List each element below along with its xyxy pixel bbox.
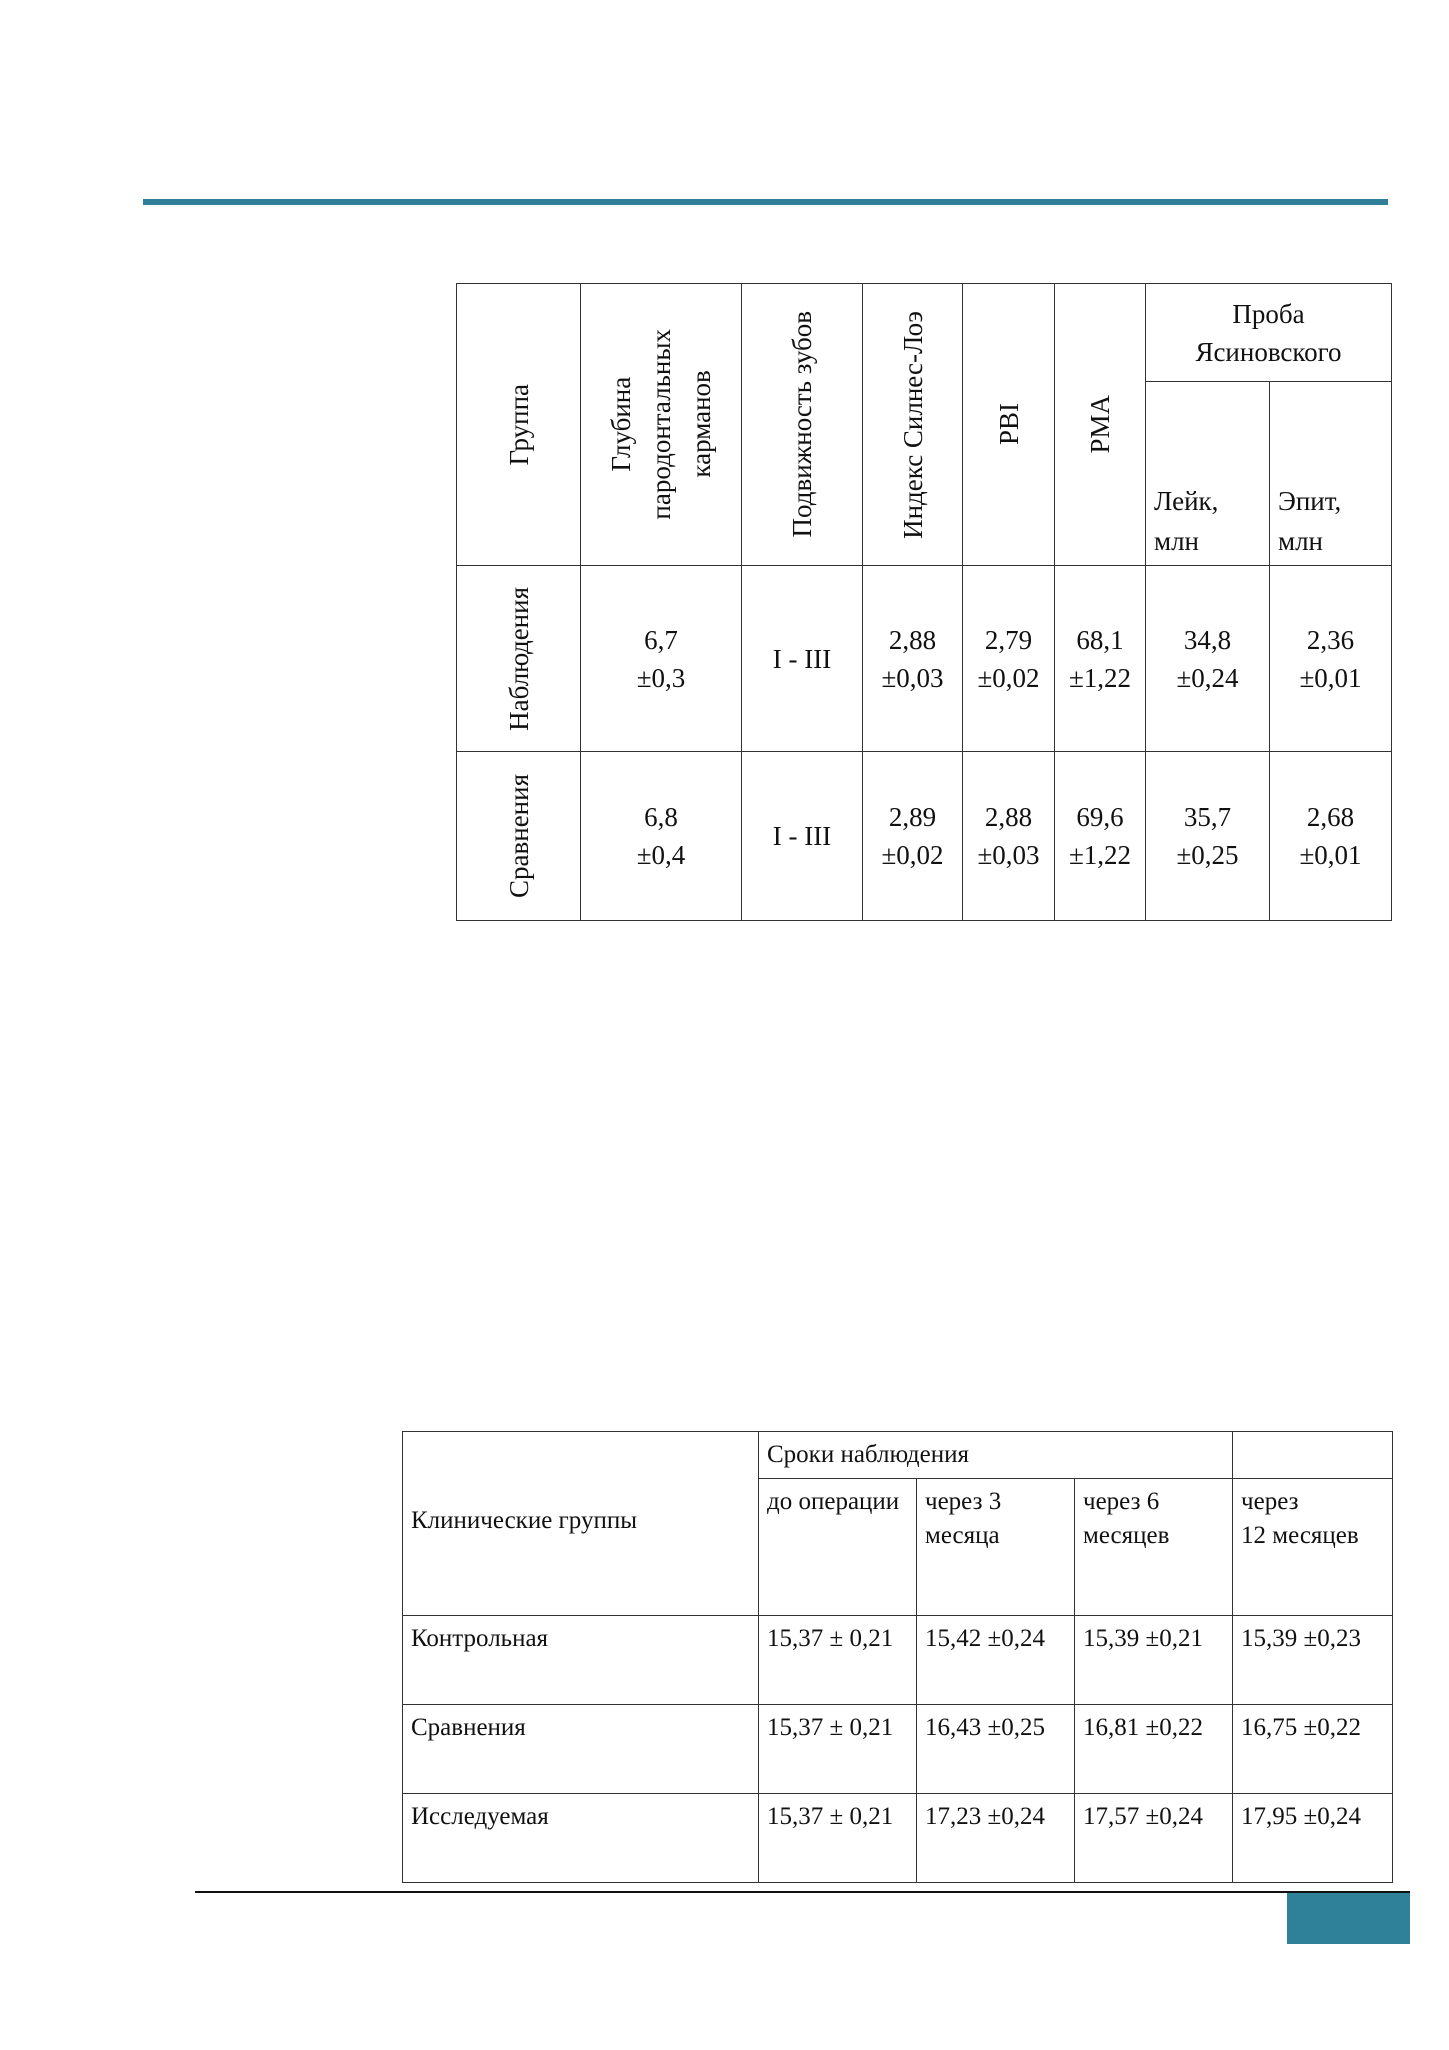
cell-mobility: I - III: [742, 752, 863, 921]
cell-pma: 68,1 ±1,22: [1055, 566, 1146, 752]
header-silness-loe: Индекс Силнес-Лоэ: [863, 284, 963, 566]
periodontal-indices-table: [456, 283, 1392, 921]
header-pma: PMA: [1055, 284, 1146, 566]
observation-period-table: [402, 1431, 1393, 1883]
header-mobility: Подвижность зубов: [742, 284, 863, 566]
cell-leuk: 35,7 ±0,25: [1146, 752, 1270, 921]
table-row: [403, 1616, 1393, 1705]
header-leuk: Лейк, млн: [1146, 382, 1270, 566]
cell-leuk: 34,8 ±0,24: [1146, 566, 1270, 752]
cell-value: 17,95 ±0,24: [1233, 1794, 1393, 1883]
cell-value: 15,37 ± 0,21: [759, 1794, 917, 1883]
cell-epit: 2,36 ±0,01: [1270, 566, 1392, 752]
cell-value: 16,81 ±0,22: [1075, 1705, 1233, 1794]
cell-pocket-depth: 6,8 ±0,4: [581, 752, 742, 921]
cell-value: 16,75 ±0,22: [1233, 1705, 1393, 1794]
cell-pocket-depth: 6,7 ±0,3: [581, 566, 742, 752]
cell-value: 17,23 ±0,24: [917, 1794, 1075, 1883]
cell-pbi: 2,88 ±0,03: [963, 752, 1055, 921]
table-row: [403, 1705, 1393, 1794]
cell-epit: 2,68 ±0,01: [1270, 752, 1392, 921]
header-rule: [143, 199, 1388, 205]
cell-pma: 69,6 ±1,22: [1055, 752, 1146, 921]
table-row: [457, 752, 1392, 921]
header-pocket-depth: Глубина пародонтальных карманов: [581, 284, 742, 566]
header-after-6-months: через 6 месяцев: [1075, 1479, 1233, 1616]
header-pbi: PBI: [963, 284, 1055, 566]
row-group-label: Контрольная: [403, 1616, 759, 1705]
header-epit: Эпит, млн: [1270, 382, 1392, 566]
header-empty-cell: [1233, 1432, 1393, 1479]
footer-rule: [195, 1891, 1410, 1893]
row-group-label: Сравнения: [457, 752, 581, 921]
cell-pbi: 2,79 ±0,02: [963, 566, 1055, 752]
header-before-surgery: до операции: [759, 1479, 917, 1616]
cell-value: 15,37 ± 0,21: [759, 1705, 917, 1794]
header-clinical-groups: Клинические группы: [403, 1432, 759, 1616]
cell-silness-loe: 2,89 ±0,02: [863, 752, 963, 921]
cell-value: 15,37 ± 0,21: [759, 1616, 917, 1705]
cell-value: 15,39 ±0,21: [1075, 1616, 1233, 1705]
cell-silness-loe: 2,88 ±0,03: [863, 566, 963, 752]
row-group-label: Наблюдения: [457, 566, 581, 752]
page-number-tab: [1287, 1893, 1410, 1944]
header-group: Группа: [457, 284, 581, 566]
header-observation-period: Сроки наблюдения: [759, 1432, 1233, 1479]
row-group-label: Сравнения: [403, 1705, 759, 1794]
cell-value: 15,42 ±0,24: [917, 1616, 1075, 1705]
header-after-3-months: через 3 месяца: [917, 1479, 1075, 1616]
cell-value: 15,39 ±0,23: [1233, 1616, 1393, 1705]
row-group-label: Исследуемая: [403, 1794, 759, 1883]
table-row: [457, 566, 1392, 752]
cell-value: 16,43 ±0,25: [917, 1705, 1075, 1794]
header-after-12-months: через 12 месяцев: [1233, 1479, 1393, 1616]
cell-mobility: I - III: [742, 566, 863, 752]
cell-value: 17,57 ±0,24: [1075, 1794, 1233, 1883]
table-row: [403, 1794, 1393, 1883]
header-yasinovsky: Проба Ясиновского: [1146, 284, 1392, 382]
